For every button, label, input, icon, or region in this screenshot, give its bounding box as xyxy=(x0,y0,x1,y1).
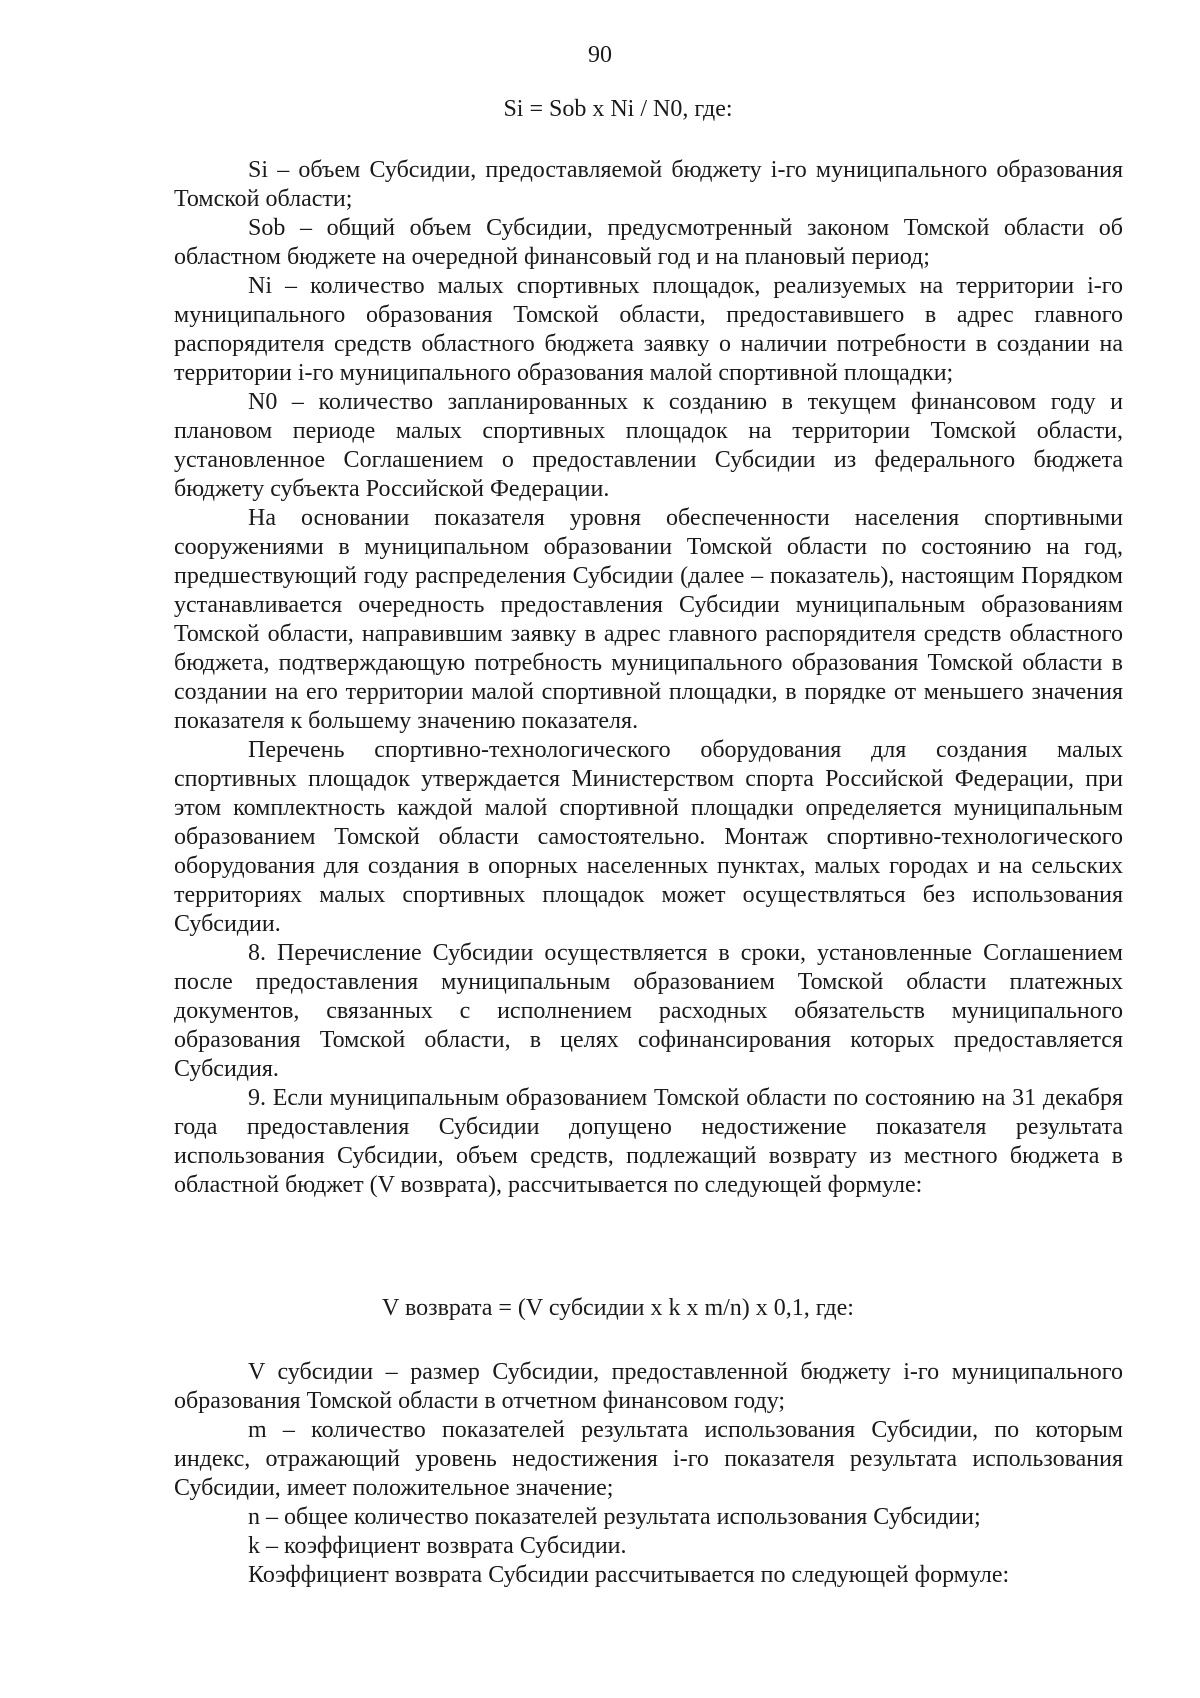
page-number: 90 xyxy=(588,42,612,68)
formula-v-return: V возврата = (V субсидии x k x m/n) x 0,1, где: xyxy=(382,1295,854,1321)
paragraph-clause-9: 9. Если муниципальным образованием Томской области по состоянию на 31 декабря года предоставления Субсидии допущено недостижение показателя результата использования Субсидии, объем средств, подлежащий возврату из местного бюджета в областной бюджет (V возврата), рассчитывается по следующей формуле: xyxy=(174,1085,1123,1198)
paragraph-sob-definition: Sob – общий объем Субсидии, предусмотренный законом Томской области об областном бюджете на очередной финансовый год и на плановый период; xyxy=(174,215,1123,270)
paragraph-priority-order: На основании показателя уровня обеспеченности населения спортивными сооружениями в муниципальном образовании Томской области по состоянию на год, предшествующий году распределения Субсидии (далее – показатель), настоящим Порядком устанавливается очередность предоставления Субсидии муниципальным образованиям Томской области, направившим заявку в адрес главного распорядителя средств областного бюджета, подтверждающую потребность муниципального образования Томской области в создании на его территории малой спортивной площадки, в порядке от меньшего значения показателя к большему значению показателя. xyxy=(174,505,1123,734)
paragraph-clause-8: 8. Перечисление Субсидии осуществляется в сроки, установленные Соглашением после предоставления муниципальным образованием Томской области платежных документов, связанных с исполнением расходных обязательств муниципального образования Томской области, в целях софинансирования которых предоставляется Субсидия. xyxy=(174,940,1123,1082)
paragraph-n-definition: n – общее количество показателей результата использования Субсидии; xyxy=(248,1504,981,1530)
body-section-2 xyxy=(174,1358,1123,1590)
paragraph-coefficient-intro: Коэффициент возврата Субсидии рассчитывается по следующей формуле: xyxy=(248,1562,1010,1588)
formula-si: Si = Sob x Ni / N0, где: xyxy=(503,96,733,122)
paragraph-v-subsidy-definition: V субсидии – размер Субсидии, предоставленной бюджету i-го муниципального образования Томской области в отчетном финансовом году; xyxy=(174,1359,1123,1414)
paragraph-si-definition: Si – объем Субсидии, предоставляемой бюджету i-го муниципального образования Томской области; xyxy=(174,157,1123,212)
paragraph-equipment-list: Перечень спортивно-технологического оборудования для создания малых спортивных площадок утверждается Министерством спорта Российской Федерации, при этом комплектность каждой малой спортивной площадки определяется муниципальным образованием Томской области самостоятельно. Монтаж спортивно-технологического оборудования для создания в опорных населенных пунктах, малых городах и на сельских территориях малых спортивных площадок может осуществляться без использования Субсидии. xyxy=(174,737,1123,937)
paragraph-n0-definition: N0 – количество запланированных к созданию в текущем финансовом году и плановом периоде малых спортивных площадок на территории Томской области, установленное Соглашением о предоставлении Субсидии из федерального бюджета бюджету субъекта Российской Федерации. xyxy=(174,389,1123,502)
paragraph-m-definition: m – количество показателей результата использования Субсидии, по которым индекс, отражающий уровень недостижения i-го показателя результата использования Субсидии, имеет положительное значение; xyxy=(174,1417,1123,1501)
body-section-1 xyxy=(174,156,1123,1200)
paragraph-k-definition: k – коэффициент возврата Субсидии. xyxy=(248,1533,627,1559)
paragraph-ni-definition: Ni – количество малых спортивных площадок, реализуемых на территории i-го муниципального образования Томской области, предоставившего в адрес главного распорядителя средств областного бюджета заявку о наличии потребности в создании на территории i-го муниципального образования малой спортивной площадки; xyxy=(174,273,1123,386)
